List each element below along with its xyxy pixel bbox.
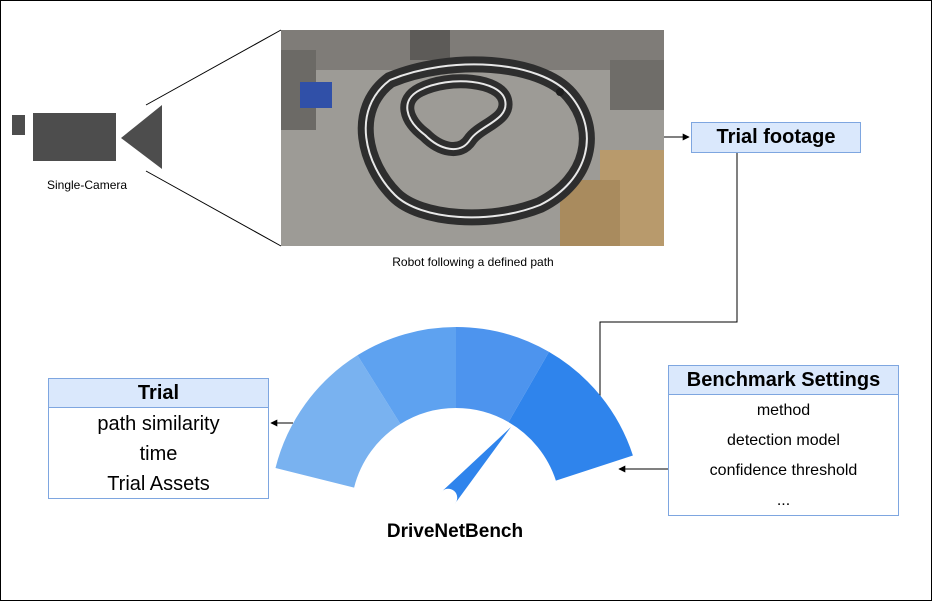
settings-box-title: Benchmark Settings — [669, 366, 898, 395]
trial-item-time: time — [139, 443, 178, 465]
settings-item-detection-model: detection model — [727, 432, 840, 449]
track-photo — [281, 30, 664, 246]
settings-item-method: method — [756, 402, 811, 419]
drivenetbench-gauge — [276, 327, 633, 504]
photo-caption: Robot following a defined path — [392, 255, 554, 269]
trial-box-title: Trial — [49, 379, 268, 408]
camera-icon — [12, 105, 162, 169]
settings-item-more: ... — [776, 492, 791, 509]
trial-item-path-similarity: path similarity — [97, 413, 220, 435]
trial-footage-box: Trial footage — [691, 122, 861, 153]
fov-line-top — [146, 30, 281, 105]
settings-item-confidence-threshold: confidence threshold — [709, 462, 858, 479]
trial-item-assets: Trial Assets — [107, 473, 210, 495]
fov-line-bottom — [146, 171, 281, 246]
trial-box — [48, 378, 269, 499]
benchmark-settings-box — [668, 365, 899, 516]
drivenetbench-label: DriveNetBench — [386, 521, 524, 542]
gauge-needle — [441, 427, 511, 504]
camera-label: Single-Camera — [47, 178, 128, 192]
